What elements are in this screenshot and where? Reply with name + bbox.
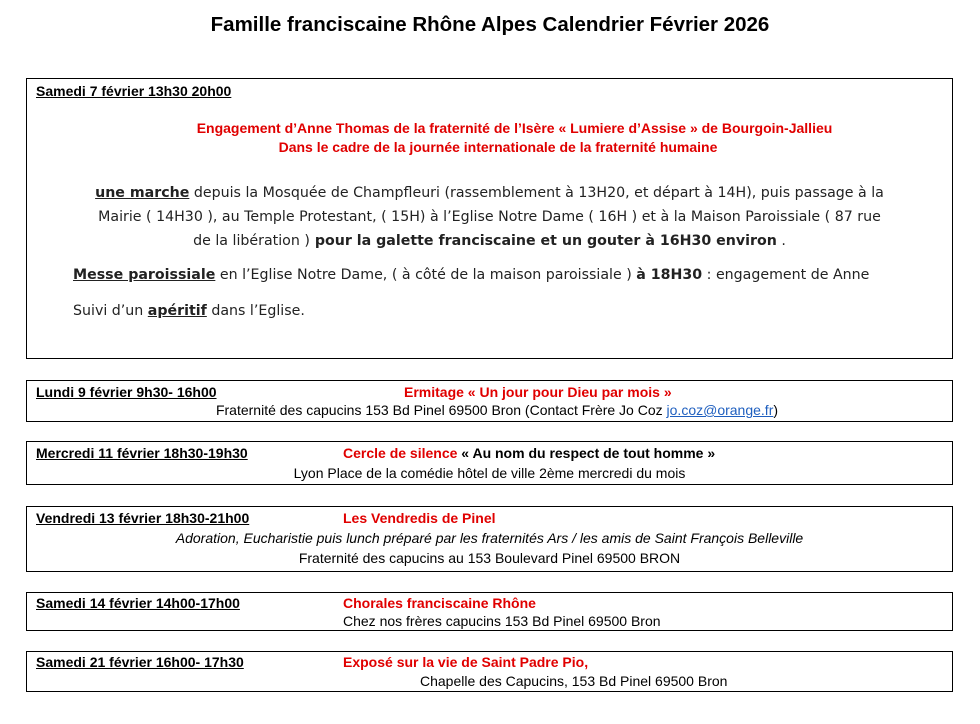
event-detail	[27, 402, 952, 418]
event-detail: Chapelle des Capucins, 153 Bd Pinel 69500 Bron	[420, 673, 728, 689]
march-period: .	[776, 233, 786, 249]
aperitif-line	[73, 303, 305, 319]
event-subtitle: « Au nom du respect de tout homme »	[457, 445, 716, 461]
event-date: Samedi 21 février 16h00- 17h30	[36, 654, 244, 670]
march-label: une marche	[95, 185, 190, 201]
event-detail: Fraternité des capucins au 153 Boulevard Pinel 69500 BRON	[298, 550, 681, 566]
mass-text: en l’Eglise Notre Dame, ( à côté de la maison paroissiale )	[215, 267, 637, 283]
event-detail: Chez nos frères capucins 153 Bd Pinel 69500 Bron	[343, 613, 661, 629]
event-detail: Lyon Place de la comédie hôtel de ville 2ème mercredi du mois	[293, 465, 686, 481]
event-headline: Engagement d’Anne Thomas de la fraternité de l’Isère « Lumiere d’Assise » de Bourgoin-Jallieu	[196, 120, 833, 136]
event-date: Samedi 7 février 13h30 20h00	[36, 83, 232, 99]
event-paragraph-line: Mairie ( 14H30 ), au Temple Protestant, ( 15H) à l’Eglise Notre Dame ( 16H ) et à la Maison Paroissiale ( 87 rue	[98, 209, 881, 225]
event-date: Lundi 9 février 9h30- 16h00	[36, 384, 217, 400]
event-title: Chorales franciscaine Rhône	[343, 595, 536, 611]
event-detail: Adoration, Eucharistie puis lunch préparé par les fraternités Ars / les amis de Saint François Belleville	[175, 530, 804, 546]
mass-line	[73, 267, 869, 283]
event-box-feb-14	[26, 592, 953, 631]
mass-label: Messe paroissiale	[73, 267, 216, 283]
mass-text-end: : engagement de Anne	[702, 267, 870, 283]
event-title: Exposé sur la vie de Saint Padre Pio,	[343, 654, 589, 670]
event-date: Samedi 14 février 14h00-17h00	[36, 595, 240, 611]
event-box-feb-11	[26, 441, 953, 485]
event-box-feb-21	[26, 651, 953, 692]
march-text-end: de la libération )	[193, 233, 310, 249]
event-date: Vendredi 13 février 18h30-21h00	[36, 510, 250, 526]
event-title-line	[343, 445, 715, 461]
aperitif-text: Suivi d’un	[73, 303, 148, 319]
event-date: Mercredi 11 février 18h30-19h30	[36, 445, 248, 461]
email-link[interactable]: jo.coz@orange.fr	[666, 402, 774, 418]
event-detail-text: Fraternité des capucins 153 Bd Pinel 69500 Bron (Contact Frère Jo Coz	[215, 402, 667, 418]
page-title: Famille franciscaine Rhône Alpes Calendrier Février 2026	[210, 13, 770, 36]
event-detail-close: )	[773, 402, 779, 418]
mass-time: à 18H30	[636, 267, 703, 283]
event-box-feb-7	[26, 78, 953, 359]
event-paragraph-line	[27, 185, 952, 201]
galette-text: pour la galette franciscaine et un gouter à 16H30 environ	[309, 233, 777, 249]
event-subheadline: Dans le cadre de la journée internationale de la fraternité humaine	[278, 139, 718, 155]
event-title: Cercle de silence	[343, 445, 458, 461]
event-paragraph-line	[27, 233, 952, 249]
event-title: Ermitage « Un jour pour Dieu par mois »	[404, 384, 672, 400]
aperitif-text-end: dans l’Eglise.	[206, 303, 305, 319]
event-box-feb-13	[26, 506, 953, 572]
march-text: depuis la Mosquée de Champfleuri (rassemblement à 13H20, et départ à 14H), puis passage à la	[189, 185, 884, 201]
event-title: Les Vendredis de Pinel	[343, 510, 496, 526]
event-box-feb-9	[26, 380, 953, 422]
aperitif-label: apéritif	[147, 303, 207, 319]
